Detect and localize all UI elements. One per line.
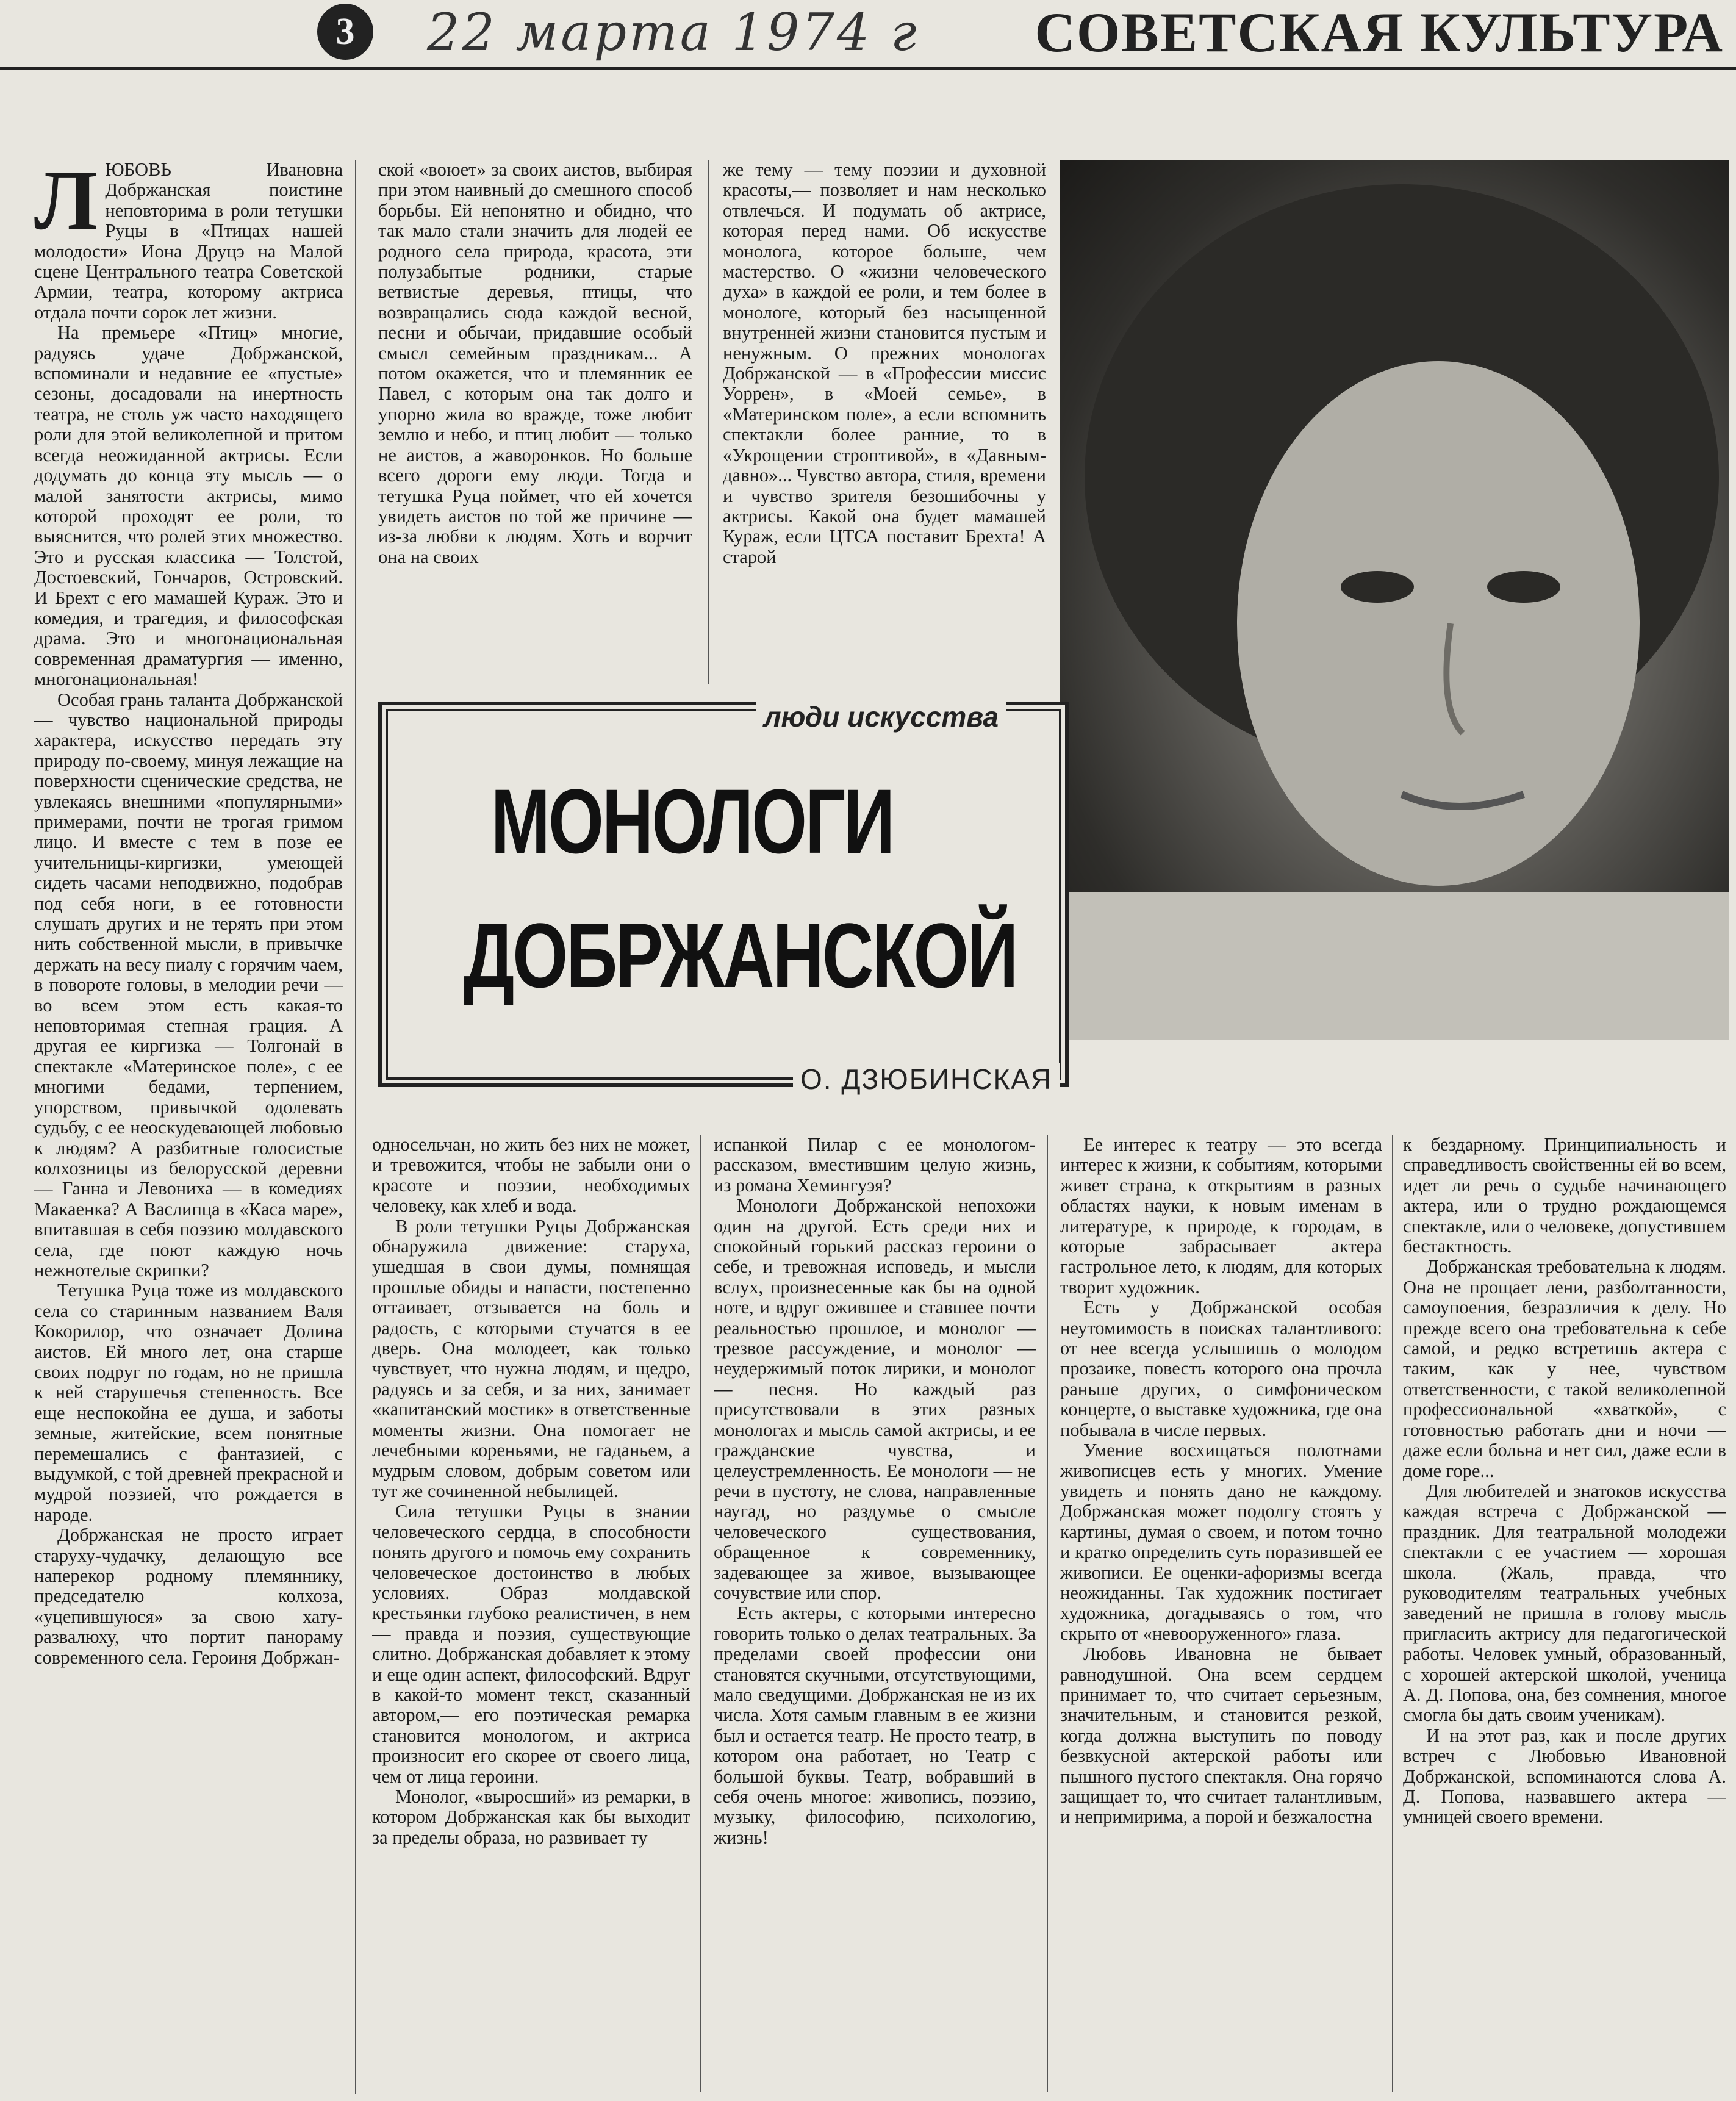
paragraph: Добржанская не просто играет старуху-чудачку, делающую все наперекор родному племяннику, председателю колхоза, «уцепившуюся» за свою хату-развалюху, что портит панораму современного села. Героиня Добржан- (34, 1525, 343, 1668)
article-column-3-bottom (714, 1135, 1036, 2101)
paragraph: Ее интерес к театру — это всегда интерес к жизни, к событиям, которыми живет страна, к открытиям в разных областях науки, к новым именам в литературе, к природе, к городам, в которые забрасывает актера гастрольное лето, к людям, для которых творит художник. (1060, 1135, 1382, 1298)
paragraph: Тетушка Руца тоже из молдавского села со старинным названием Валя Кокорилор, что означает Долина аистов. Ей много лет, она старше своих подруг по годам, но не пришла к ней старушечья степенность. Все еще неспокойна ее душа, и заботы земные, житейские, всем понятные перемешались с фантазией, с выдумкой, с той древней прекрасной и мудрой поэзией, что рождается в народе. (34, 1280, 343, 1525)
masthead (0, 0, 1736, 70)
newspaper-title: СОВЕТСКАЯ КУЛЬТУРА (1035, 1, 1724, 63)
article-column-1 (34, 160, 343, 2100)
article-column-4 (1060, 1135, 1382, 2101)
paragraph: Особая грань таланта Добржанской — чувство национальной природы характера, искусство передать эту природу по-своему, минуя лежащие на поверхности сценические средства, не увлекаясь внешними «популярными» примерами, почти не трогая гримом лицо. И вместе с тем в позе ее учительницы-киргизки, умеющей сидеть часами неподвижно, подобрав под себя ноги, в ее готовности слушать других и не терять при этом нить собственной мысли, в привычке держать на весу пиалу с горячим чаем, в повороте головы, в мелодии речи — во всем этом есть какая-то неповторимая степная грация. А другая ее киргизка — Толгонай в спектакле «Материнское поле», с ее многими бедами, терпением, упорством, привычкой одолевать судьбу, с ее неоскудевающей любовью к людям? А разбитные голосистые колхозницы из белорусской деревни — Ганна и Левониха — в комедиях Макаенка? А Васлипца в «Каса маре», впитавшая в себя поэзию молдавского села, где поют каждую ночь нежнотелые скрипки? (34, 689, 343, 1280)
paragraph: В роли тетушки Руцы Добржанская обнаружила движение: старуха, ушедшая в свои думы, помнящая прошлые обиды и напасти, постепенно оттаивает, отзывается на боль и радость, с которыми стучатся в ее дверь. Она молодеет, как только чувствует, что нужна людям, и щедро, радуясь и за себя, и за них, занимает «капитанский мостик» в ответственные моменты жизни. Она помогает не лечебными кореньями, не гаданьем, а мудрым словом, добрым советом или тут же сочиненной небылицей. (372, 1215, 690, 1501)
paragraph: же тему — тему поэзии и духовной красоты,— позволяет и нам несколько отвлечься. И подумать об актрисе, которая перед нами. Об искусстве монолога, которое больше, чем мастерство. О «жизни человеческого духа» в каждой ее роли, и тем более в монологе, который без насыщенной внутренней жизни становится пустым и ненужным. О прежних монологах Добржанской — в «Профессии миссис Уоррен», в «Моей семье», в «Материнском поле», а если вспомнить спектакли более ранние, то в «Укрощении строптивой», в «Давным-давно»... Чувство автора, стиля, времени и чувство зрителя безошибочны у актрисы. Какой она будет мамашей Кураж, если ЦТСА поставит Брехта! А старой (723, 160, 1046, 567)
article-column-2-bottom (372, 1135, 690, 2101)
paragraph: ской «воюет» за своих аистов, выбирая при этом наивный до смешного способ борьбы. Ей непонятно и обидно, что так мало стали значить для людей ее родного села природа, красота, эти полузабытые родники, старые ветвистые деревья, птицы, что возвращались сюда каждой весной, песни и обычаи, придавшие особый смысл семейным праздникам... А потом окажется, что и племянник ее Павел, с которым она так долго и упорно жила во вражде, тоже любит землю и небо, и птиц любит — только не аистов, а жаворонков. Но больше всего дороги ему люди. Тогда и тетушка Руца поймет, что ей хочется увидеть аистов по той же причине — из-за любви к людям. Хоть и ворчит она на своих (378, 160, 692, 567)
column-rule (1392, 1135, 1393, 2092)
paragraph: ЮБОВЬ Ивановна Добржанская поистине неповторима в роли тетушки Руцы в «Птицах нашей молодости» Иона Друцэ на Малой сцене Центрального театра Советской Армии, театра, которому актриса отдала почти сорок лет жизни. (34, 160, 343, 323)
paragraph: Сила тетушки Руцы в знании человеческого сердца, в способности понять другого и помочь ему сохранить человеческое достоинство в любых условиях. Образ молдавской крестьянки глубоко реалистичен, в нем — правда и поэзия, существующие слитно. Добржанская добавляет к этому и еще один аспект, философский. Вдруг в какой-то момент текст, сказанный автором,— его поэтическая ремарка становится монологом, и актриса произносит его скорее от своего лица, чем от лица героини. (372, 1501, 690, 1787)
paragraph: Монолог, «выросший» из ремарки, в котором Добржанская как бы выходит за пределы образа, но развивает ту (372, 1786, 690, 1848)
drop-cap: Л (34, 160, 98, 248)
paragraph: На премьере «Птиц» многие, радуясь удаче Добржанской, вспоминали и недавние ее «пустые» сезоны, досадовали на инертность театра, не столь уж часто находящего роли для этой великолепной и притом всегда неожиданной актрисы. Если додумать до конца эту мысль — о малой занятости актрисы, мимо которой проходят ее роли, то выяснится, что ролей этих множество. Это и русская классика — Толстой, Достоевский, Гончаров, Островский. И Брехт с его мамашей Кураж. Это и комедия, и трагедия, и философская драма. Это и многонациональная современная драматургия — именно, многонациональная! (34, 322, 343, 690)
column-rule (1047, 1135, 1048, 2092)
paragraph: Есть актеры, с которыми интересно говорить только о делах театральных. За пределами своей профессии они становятся скучными, отсутствующими, мало сведущими. Добржанская не из их числа. Хотя самым главным в ее жизни был и остается театр. Не просто театр, в котором она работает, но Театр с большой буквы. Театр, вобравший в себя очень многое: живопись, поэзию, музыку, философию, психологию, жизнь! (714, 1603, 1036, 1848)
byline: О. ДЗЮБИНСКАЯ (793, 1063, 1060, 1096)
article-column-5 (1403, 1135, 1726, 2101)
handwritten-date: 22 марта 1974 г (427, 2, 919, 62)
paragraph: Добржанская требовательна к людям. Она не прощает лени, разболтанности, самоупоения, безразличия к делу. Но прежде всего она требовательна к себе самой, и редко встретишь актера с таким, как у нее, чувством ответственности, с такой великолепной профессиональной «хваткой», с готовностью работать дни и ночи — даже если больна и нет сил, даже если в доме горе... (1403, 1256, 1726, 1481)
column-rule (355, 160, 356, 2094)
headline-frame (378, 702, 1069, 1087)
column-rule (700, 1135, 701, 2092)
paragraph: Для любителей и знатоков искусства каждая встреча с Добржанской — праздник. Для театральной молодежи спектакли с ее участием — хорошая школа. (Жаль, правда, что руководителям театральных учебных заведений не пришла в голову мысль пригласить актрису для педагогической работы. Человек умный, образованный, с хорошей актерской школой, ученица А. Д. Попова, она, без сомнения, многое смогла бы дать своим ученикам). (1403, 1480, 1726, 1726)
section-rubric: люди искусства (756, 700, 1006, 733)
paragraph: к бездарному. Принципиальность и справедливость свойственны ей во всем, идет ли речь о судьбе начинающего актера, или о трудно рождающемся спектакле, или о человеке, допустившем бестактность. (1403, 1135, 1726, 1257)
page-number: 3 (317, 4, 373, 60)
column-rule (708, 160, 709, 684)
article-column-2-top (378, 160, 692, 691)
paragraph: Любовь Ивановна не бывает равнодушной. Она всем сердцем принимает то, что считает серьезным, значительным, и становится резкой, когда должна выступить по поводу безвкусной актерской работы или пышного пустого спектакля. Она горячо защищает то, что считает талантливым, и непримирима, а порой и безжалостна (1060, 1643, 1382, 1828)
paragraph: испанкой Пилар с ее монологом-рассказом, вместившим целую жизнь, из романа Хемингуэя? (714, 1135, 1036, 1196)
portrait-photo (1060, 160, 1729, 1040)
headline-line-2: ДОБРЖАНСКОЙ (464, 904, 1017, 1007)
paragraph: односельчан, но жить без них не может, и тревожится, чтобы не забыли они о красоте и поэзии, необходимых человеку, как хлеб и вода. (372, 1135, 690, 1216)
portrait-image (1060, 160, 1729, 1040)
paragraph: Умение восхищаться полотнами живописцев есть у многих. Умение увидеть и понять дано не каждому. Добржанская может подолгу стоять у картины, думая о своем, и потом точно и кратко определить суть поразившей ее живописи. Ее оценки-афоризмы всегда неожиданны. Так художник постигает художника, догадываясь о том, что скрыто от «невооруженного» глаза. (1060, 1440, 1382, 1644)
article-column-3-top (723, 160, 1046, 691)
headline-line-1: МОНОЛОГИ (490, 770, 894, 872)
paragraph: Монологи Добржанской непохожи один на другой. Есть среди них и спокойный горький рассказ героини о себе, и тревожная исповедь, и мысли вслух, произнесенные как бы на одной ноте, и вдруг ожившее и ставшее почти реальностью прошлое, и монолог — трезвое рассуждение, и монолог — неудержимый поток лирики, и монолог — песня. Но каждый раз присутствовали в этих разных монологах и мысль самой актрисы, и ее гражданские чувства, и целеустремленность. Ее монологи — не речи в пустоту, не слова, направленные наугад, но раздумье о смысле человеческого существования, обращенное к современнику, задевающее за живое, вызывающее сочувствие или спор. (714, 1195, 1036, 1603)
paragraph: И на этот раз, как и после других встреч с Любовью Ивановной Добржанской, вспоминаются слова А. Д. Попова, назвавшего актера — умницей своего времени. (1403, 1725, 1726, 1828)
paragraph: Есть у Добржанской особая неутомимость в поисках талантливого: от нее всегда услышишь о молодом прозаике, повесть которого она прочла раньше других, о симфоническом концерте, о выставке художника, где она побывала в числе первых. (1060, 1297, 1382, 1440)
